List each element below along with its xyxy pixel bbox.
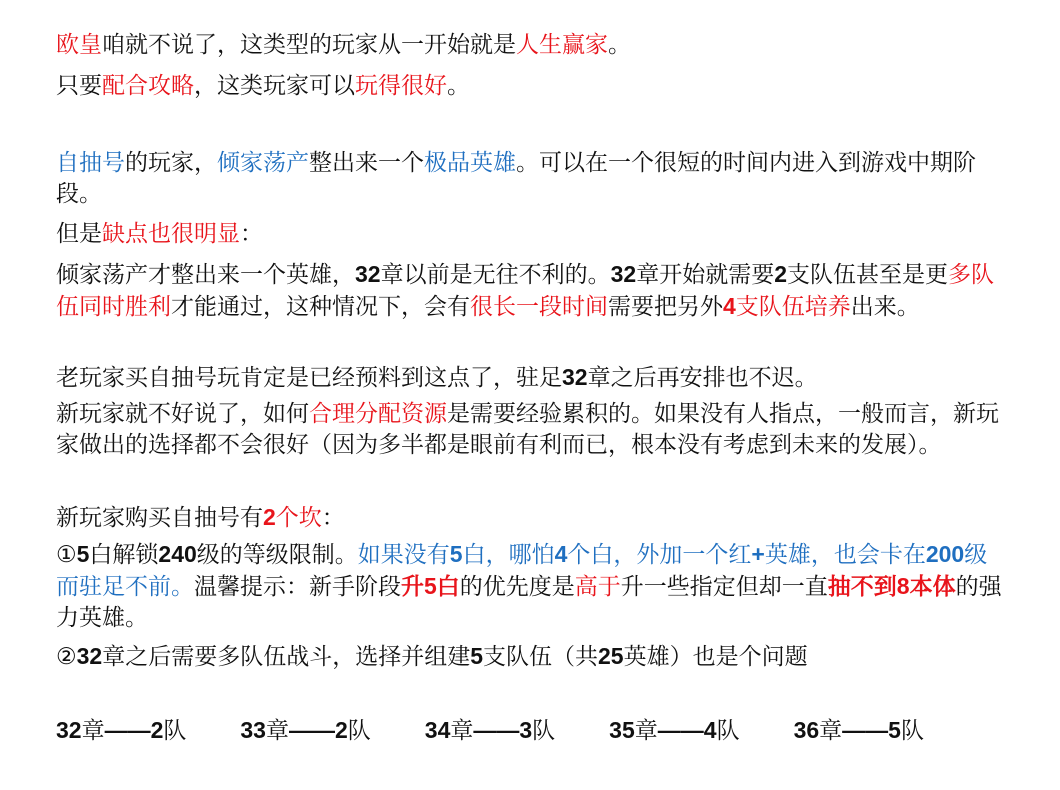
- number-run: 32: [610, 261, 637, 287]
- highlight-text: 倾家荡产: [217, 150, 309, 176]
- chapter-number: 32: [56, 716, 82, 743]
- highlight-text: 多队伍同时胜利: [56, 262, 994, 320]
- paragraph-old-player: [56, 362, 1006, 394]
- number-run: 2: [774, 261, 787, 287]
- highlight-text: 本体: [909, 573, 956, 599]
- text-run: ②: [56, 644, 77, 670]
- chapter-dash: ——: [842, 716, 889, 743]
- text-run: 章之后需要多队伍战斗，选择并组建: [102, 644, 471, 670]
- highlight-number: 5: [424, 573, 437, 599]
- text-run: 。可以在一个很短的时间内进入到游戏中期阶段。: [56, 150, 976, 207]
- text-run: ①: [56, 542, 77, 568]
- text-run: ：: [321, 505, 345, 531]
- chapter-team-item: [794, 714, 924, 747]
- text-run: ：: [240, 221, 263, 247]
- paragraph-lucky-player: [56, 30, 1006, 61]
- chapter-dash: ——: [657, 716, 704, 743]
- team-word: 队: [716, 717, 740, 744]
- chapter-number: 33: [240, 716, 266, 743]
- team-count: 4: [703, 716, 717, 743]
- highlight-text: 缺点也很明显: [102, 221, 240, 247]
- highlight-text: 合理分配资源: [309, 401, 447, 427]
- highlight-text: 自抽号: [56, 150, 125, 176]
- chapter-dash: ——: [288, 716, 335, 743]
- paragraph-drawback: [56, 219, 1006, 250]
- text-run: 的强力英雄。: [56, 574, 1002, 631]
- chapter-word: 章: [81, 717, 105, 744]
- team-count: 2: [150, 716, 164, 743]
- text-run: 只要: [56, 73, 102, 99]
- highlight-text: 白，哪怕: [462, 542, 555, 568]
- highlight-text: 个坎: [275, 505, 322, 531]
- highlight-text: 英雄，也会卡在: [764, 542, 926, 568]
- highlight-text: 人生赢家: [516, 32, 608, 58]
- number-run: 240: [158, 541, 197, 567]
- text-run: 章以前是无往不利的。: [380, 262, 611, 288]
- number-run: 32: [562, 364, 588, 390]
- text-run: 的优先度是: [459, 574, 575, 600]
- highlight-text: 高于: [574, 574, 621, 600]
- text-run: 是需要经验累积的。如果没有人指点，一般而言，新玩家做出的选择都不会很好（因为多半都是眼前有利而已，根本没有考虑到未来的发展）。: [56, 401, 999, 458]
- number-run: 32: [76, 643, 103, 669]
- chapter-number: 36: [793, 716, 820, 743]
- highlight-text: 白: [436, 573, 460, 599]
- chapter-number: 35: [609, 716, 635, 743]
- team-word: 队: [163, 717, 187, 744]
- text-run: 整出来一个: [309, 150, 424, 176]
- team-word: 队: [900, 717, 924, 744]
- chapter-word: 章: [265, 717, 289, 744]
- paragraph-chapter-32: [56, 259, 1006, 323]
- text-run: 。: [608, 32, 631, 58]
- text-run: 英雄）也是个问题: [623, 644, 808, 670]
- paragraph-strategy: [56, 71, 1006, 102]
- chapter-team-item: [56, 714, 186, 747]
- highlight-number: 4: [554, 541, 568, 567]
- text-run: 倾家荡产才整出来一个英雄，: [56, 262, 355, 288]
- text-run: 级的等级限制。: [196, 542, 358, 568]
- text-run: 。: [447, 73, 470, 99]
- team-count: 5: [888, 716, 901, 743]
- highlight-number: 200: [925, 541, 965, 567]
- text-run: 出来。: [850, 294, 920, 320]
- highlight-number: 5: [449, 541, 463, 567]
- chapter-word: 章: [450, 717, 474, 744]
- text-run: 咱就不说了，这类型的玩家从一开始就是: [102, 32, 516, 58]
- highlight-number: +: [751, 541, 765, 567]
- text-run: 支队伍（共: [483, 644, 599, 670]
- chapter-word: 章: [819, 717, 843, 744]
- highlight-text: 配合攻略: [102, 73, 194, 99]
- highlight-text: 欧皇: [56, 32, 102, 58]
- text-run: 升一些指定但却一直: [620, 574, 828, 600]
- chapter-team-item: [240, 714, 370, 747]
- text-run: 才能通过，这种情况下，会有: [171, 294, 470, 320]
- highlight-text: 级而驻足不前。: [56, 542, 988, 600]
- text-run: 温馨提示：新手阶段: [194, 574, 401, 600]
- text-run: 章开始就需要: [636, 262, 775, 288]
- number-run: 25: [598, 643, 624, 669]
- text-run: 但是: [56, 221, 102, 247]
- paragraph-hurdle-two: [56, 641, 1006, 673]
- chapter-team-list: [56, 714, 1006, 746]
- paragraph-hurdle-one: [56, 539, 1006, 634]
- paragraph-self-draw: [56, 148, 1006, 210]
- number-run: 5: [470, 643, 484, 669]
- highlight-number: 2: [263, 504, 276, 530]
- team-word: 队: [532, 717, 556, 744]
- highlight-text: 支队伍培养: [735, 294, 851, 320]
- team-count: 3: [519, 716, 533, 743]
- text-run: 新玩家就不好说了，如何: [56, 401, 309, 427]
- text-run: ，这类玩家可以: [194, 73, 355, 99]
- text-run: 支队伍甚至是更: [786, 262, 948, 288]
- text-run: 章之后再安排也不迟。: [587, 365, 818, 391]
- text-run: 需要把另外: [608, 294, 723, 320]
- chapter-word: 章: [634, 717, 658, 744]
- highlight-text: 抽不到: [827, 573, 897, 599]
- paragraph-new-player: [56, 399, 1006, 461]
- highlight-text: 很长一段时间: [470, 294, 608, 320]
- highlight-text: 个白，外加一个红: [567, 542, 752, 568]
- text-run: 的玩家，: [125, 150, 217, 176]
- chapter-dash: ——: [104, 716, 151, 743]
- text-run: 老玩家买自抽号玩肯定是已经预料到这点了，驻足: [56, 365, 562, 391]
- highlight-text: 升: [401, 573, 424, 599]
- text-run: 白解锁: [89, 542, 159, 568]
- chapter-number: 34: [424, 716, 451, 743]
- chapter-team-item: [425, 714, 555, 747]
- number-run: 5: [76, 541, 90, 567]
- highlight-text: 玩得很好: [355, 73, 447, 99]
- number-run: 32: [355, 261, 381, 287]
- chapter-dash: ——: [473, 716, 520, 743]
- team-count: 2: [334, 716, 348, 743]
- highlight-number: 8: [896, 573, 910, 599]
- highlight-text: 如果没有: [357, 542, 450, 568]
- highlight-number: 4: [723, 293, 736, 319]
- paragraph-two-hurdles: [56, 502, 1006, 534]
- chapter-team-item: [609, 714, 739, 747]
- highlight-text: 极品英雄: [424, 150, 516, 176]
- team-word: 队: [347, 717, 371, 744]
- text-run: 新玩家购买自抽号有: [56, 505, 263, 531]
